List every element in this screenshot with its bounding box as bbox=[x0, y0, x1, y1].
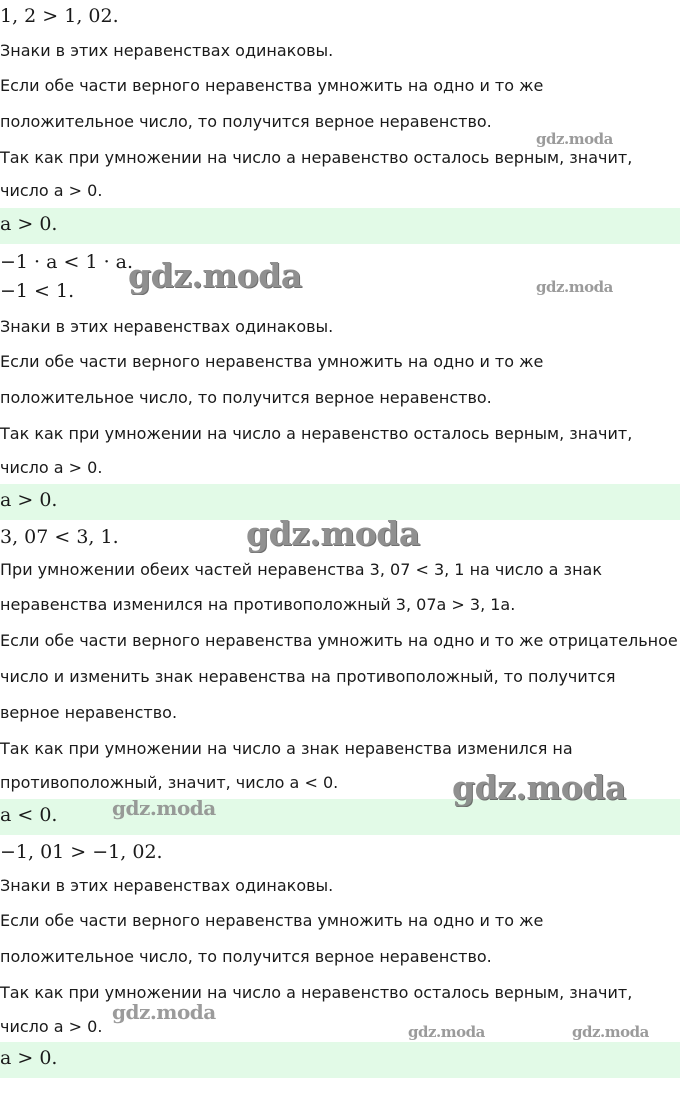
text-line: число a > 0. bbox=[0, 1017, 103, 1036]
text-line: положительное число, то получится верное неравенство. bbox=[0, 112, 492, 131]
math-line: 3, 07 < 3, 1. bbox=[0, 526, 119, 548]
text-line: Так как при умножении на число a неравенство осталось верным, значит, bbox=[0, 424, 633, 443]
text-line: положительное число, то получится верное неравенство. bbox=[0, 388, 492, 407]
watermark: gdz.moda bbox=[452, 768, 626, 807]
text-line: число a > 0. bbox=[0, 181, 103, 200]
text-line: Так как при умножении на число a неравенство осталось верным, значит, bbox=[0, 148, 633, 167]
answer-text: a < 0. bbox=[0, 804, 58, 826]
text-line: Так как при умножении на число a знак неравенства изменился на bbox=[0, 739, 573, 758]
text-line: противоположный, значит, число a < 0. bbox=[0, 773, 339, 792]
text-line: Если обе части верного неравенства умножить на одно и то же bbox=[0, 911, 544, 930]
text-line: неравенства изменился на противоположный 3, 07a > 3, 1a. bbox=[0, 595, 516, 614]
text-line: Если обе части верного неравенства умножить на одно и то же bbox=[0, 76, 544, 95]
watermark: gdz.moda bbox=[112, 1000, 216, 1024]
text-line: число и изменить знак неравенства на противоположный, то получится bbox=[0, 667, 616, 686]
text-line: Если обе части верного неравенства умножить на одно и то же отрицательное bbox=[0, 631, 678, 650]
text-line: Так как при умножении на число a неравенство осталось верным, значит, bbox=[0, 983, 633, 1002]
watermark: gdz.moda bbox=[536, 130, 613, 148]
math-line: 1, 2 > 1, 02. bbox=[0, 5, 119, 27]
watermark: gdz.moda bbox=[536, 278, 613, 296]
answer-text: a > 0. bbox=[0, 489, 58, 511]
text-line: Знаки в этих неравенствах одинаковы. bbox=[0, 317, 334, 336]
watermark: gdz.moda bbox=[112, 796, 216, 820]
math-line: −1, 01 > −1, 02. bbox=[0, 841, 163, 863]
text-line: число a > 0. bbox=[0, 458, 103, 477]
watermark: gdz.moda bbox=[246, 514, 420, 553]
math-line: −1 < 1. bbox=[0, 280, 75, 302]
watermark: gdz.moda bbox=[408, 1023, 485, 1041]
watermark: gdz.moda bbox=[572, 1023, 649, 1041]
text-line: верное неравенство. bbox=[0, 703, 178, 722]
text-line: При умножении обеих частей неравенства 3, 07 < 3, 1 на число a знак bbox=[0, 560, 602, 579]
text-line: Если обе части верного неравенства умножить на одно и то же bbox=[0, 352, 544, 371]
answer-text: a > 0. bbox=[0, 1047, 58, 1069]
text-line: Знаки в этих неравенствах одинаковы. bbox=[0, 41, 334, 60]
math-line: −1 · a < 1 · a. bbox=[0, 251, 134, 273]
text-line: положительное число, то получится верное неравенство. bbox=[0, 947, 492, 966]
watermark: gdz.moda bbox=[128, 256, 302, 295]
answer-box bbox=[0, 1042, 680, 1078]
answer-text: a > 0. bbox=[0, 213, 58, 235]
answer-box bbox=[0, 208, 680, 244]
text-line: Знаки в этих неравенствах одинаковы. bbox=[0, 876, 334, 895]
